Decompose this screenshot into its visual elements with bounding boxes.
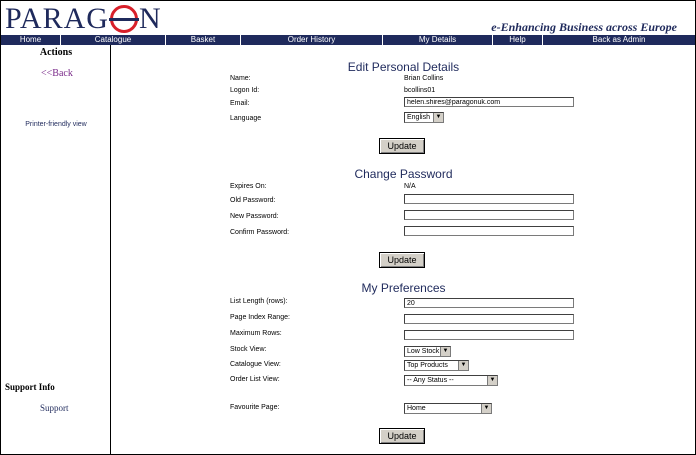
list-length-field[interactable] — [404, 298, 574, 308]
main-content — [112, 45, 695, 454]
chevron-down-icon: ▼ — [458, 361, 468, 370]
name-label: Name: — [230, 75, 251, 82]
logo-text-start: PARAG — [5, 2, 109, 35]
page-index-field[interactable] — [404, 314, 574, 324]
page-index-label: Page Index Range: — [230, 314, 290, 321]
expires-on-label: Expires On: — [230, 183, 267, 190]
actions-title: Actions — [39, 47, 73, 58]
nav-home[interactable]: Home — [1, 35, 61, 45]
favourite-page-select-value: Home — [407, 405, 426, 412]
catalogue-view-select[interactable] — [404, 360, 469, 371]
logon-id-label: Logon Id: — [230, 87, 260, 94]
tagline: e-Enhancing Business across Europe — [491, 20, 677, 34]
favourite-page-label: Favourite Page: — [230, 404, 280, 411]
nav-catalogue[interactable]: Catalogue — [61, 35, 166, 45]
support-link[interactable]: Support — [40, 403, 69, 413]
new-password-label: New Password: — [230, 213, 279, 220]
catalogue-view-label: Catalogue View: — [230, 361, 281, 368]
new-password-field[interactable] — [404, 210, 574, 220]
nav-back-as-admin[interactable]: Back as Admin — [592, 35, 646, 44]
max-rows-label: Maximum Rows: — [230, 330, 282, 337]
nav-order-history[interactable]: Order History — [241, 35, 383, 45]
old-password-field[interactable] — [404, 194, 574, 204]
stock-view-select[interactable] — [404, 346, 451, 357]
email-field[interactable] — [404, 97, 574, 107]
language-select-value: English — [407, 114, 430, 121]
max-rows-field[interactable] — [404, 330, 574, 340]
sidebar — [1, 45, 111, 454]
preferences-title: My Preferences — [361, 281, 446, 295]
update-password-button[interactable]: Update — [379, 252, 425, 268]
chevron-down-icon: ▼ — [481, 404, 491, 413]
nav-basket[interactable]: Basket — [166, 35, 241, 45]
confirm-password-label: Confirm Password: — [230, 229, 290, 236]
personal-details-title: Edit Personal Details — [347, 60, 460, 74]
order-list-view-label: Order List View: — [230, 376, 280, 383]
logo-o-icon — [110, 5, 138, 33]
stock-view-label: Stock View: — [230, 346, 267, 353]
old-password-label: Old Password: — [230, 197, 276, 204]
chevron-down-icon: ▼ — [440, 347, 450, 356]
catalogue-view-select-value: Top Products — [407, 362, 448, 369]
logon-id-value: bcollins01 — [404, 87, 436, 94]
chevron-down-icon: ▼ — [487, 376, 497, 385]
change-password-title: Change Password — [354, 167, 453, 181]
favourite-page-select[interactable] — [404, 403, 492, 414]
update-personal-button[interactable]: Update — [379, 138, 425, 154]
email-label: Email: — [230, 100, 250, 107]
support-info-title: Support Info — [5, 382, 55, 392]
language-select[interactable] — [404, 112, 444, 123]
logo-text-end: N — [138, 2, 162, 35]
list-length-label: List Length (rows): — [230, 298, 288, 305]
printer-friendly-link[interactable]: Printer-friendly view — [25, 121, 87, 128]
order-list-view-select[interactable] — [404, 375, 498, 386]
chevron-down-icon: ▼ — [433, 113, 443, 122]
update-preferences-button[interactable]: Update — [379, 428, 425, 444]
expires-on-value: N/A — [404, 183, 416, 190]
nav-my-details[interactable]: My Details — [383, 35, 493, 45]
paragon-logo — [5, 2, 162, 35]
name-value: Brian Collins — [404, 75, 444, 82]
confirm-password-field[interactable] — [404, 226, 574, 236]
back-link[interactable]: <<Back — [41, 68, 73, 79]
nav-help[interactable]: Help — [493, 35, 543, 45]
stock-view-select-value: Low Stock — [407, 348, 440, 355]
top-nav — [1, 35, 695, 45]
language-label: Language — [230, 115, 262, 122]
order-list-view-select-value: -- Any Status -- — [407, 377, 454, 384]
